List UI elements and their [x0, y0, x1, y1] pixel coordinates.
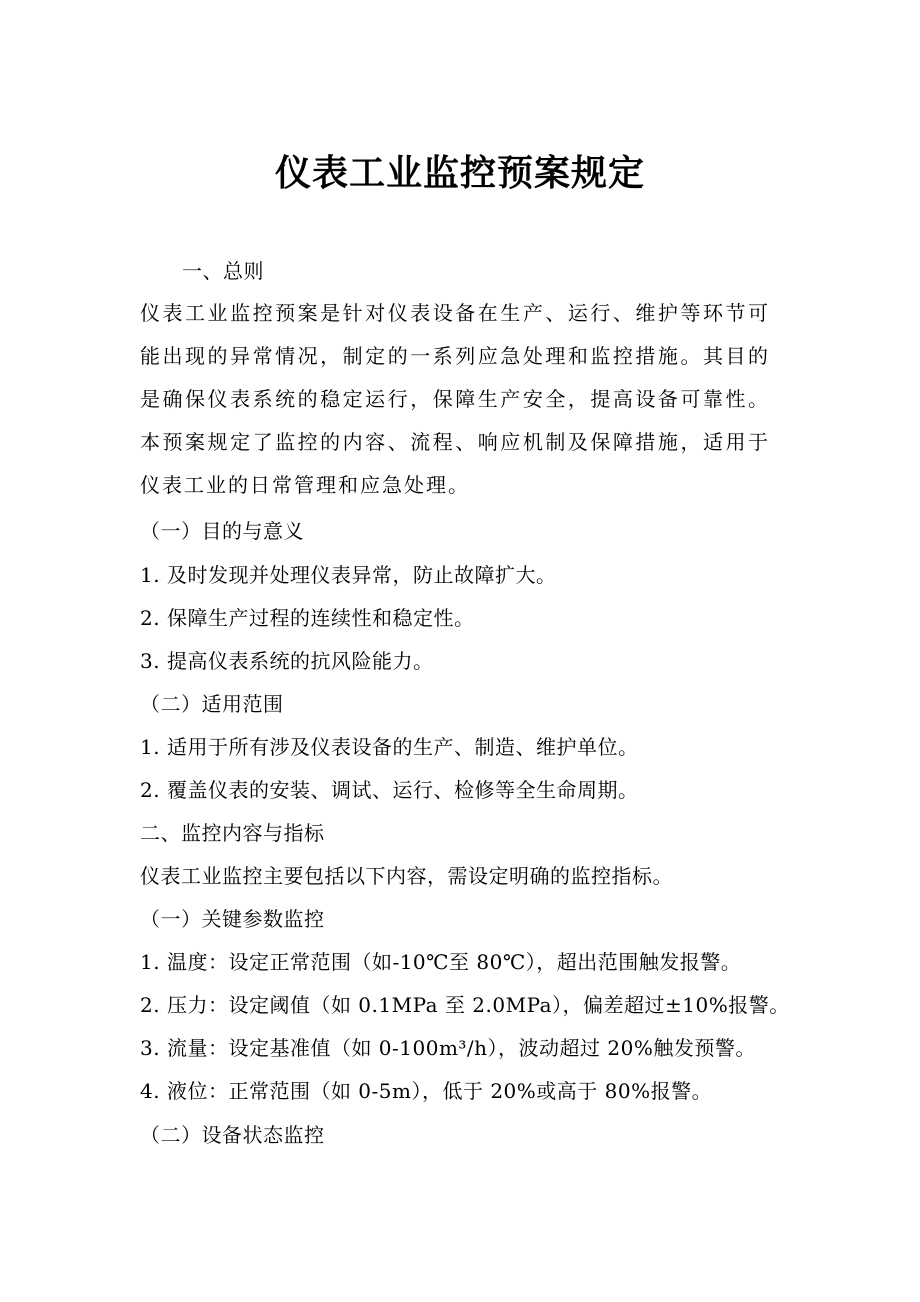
intro-paragraph: 仪表工业监控预案是针对仪表设备在生产、运行、维护等环节可能出现的异常情况，制定的一系列应急处理和监控措施。其目的是确保仪表系统的稳定运行，保障生产安全，提高设备可靠性。本预案规定了监控的内容、流程、响应机制及保障措施，适用于仪表工业的日常管理和应急处理。: [140, 301, 770, 497]
subsection-heading-scope: （二）适用范围: [140, 692, 284, 716]
subsection-heading-key-params: （一）关键参数监控: [140, 907, 325, 931]
scope-item-2: 2. 覆盖仪表的安装、调试、运行、检修等全生命周期。: [140, 778, 639, 802]
subsection-heading-purpose: （一）目的与意义: [140, 519, 304, 543]
monitoring-intro: 仪表工业监控主要包括以下内容，需设定明确的监控指标。: [140, 864, 673, 888]
scope-item-1: 1. 适用于所有涉及仪表设备的生产、制造、维护单位。: [140, 735, 639, 759]
subsection-heading-equipment-status: （二）设备状态监控: [140, 1123, 325, 1147]
purpose-item-2: 2. 保障生产过程的连续性和稳定性。: [140, 606, 475, 630]
key-param-item-flow: 3. 流量：设定基准值（如 0-100m³/h），波动超过 20%触发预警。: [140, 1036, 756, 1060]
key-param-item-level: 4. 液位：正常范围（如 0-5m），低于 20%或高于 80%报警。: [140, 1079, 713, 1103]
purpose-item-3: 3. 提高仪表系统的抗风险能力。: [140, 649, 434, 673]
key-param-item-pressure: 2. 压力：设定阈值（如 0.1MPa 至 2.0MPa），偏差超过±10%报警。: [140, 993, 790, 1017]
document-title: 仪表工业监控预案规定: [274, 153, 645, 194]
purpose-item-1: 1. 及时发现并处理仪表异常，防止故障扩大。: [140, 563, 557, 587]
section-heading-monitoring: 二、监控内容与指标: [140, 821, 325, 845]
section-heading-general: 一、总则: [182, 259, 264, 283]
key-param-item-temperature: 1. 温度：设定正常范围（如-10℃至 80℃），超出范围触发报警。: [140, 950, 742, 974]
